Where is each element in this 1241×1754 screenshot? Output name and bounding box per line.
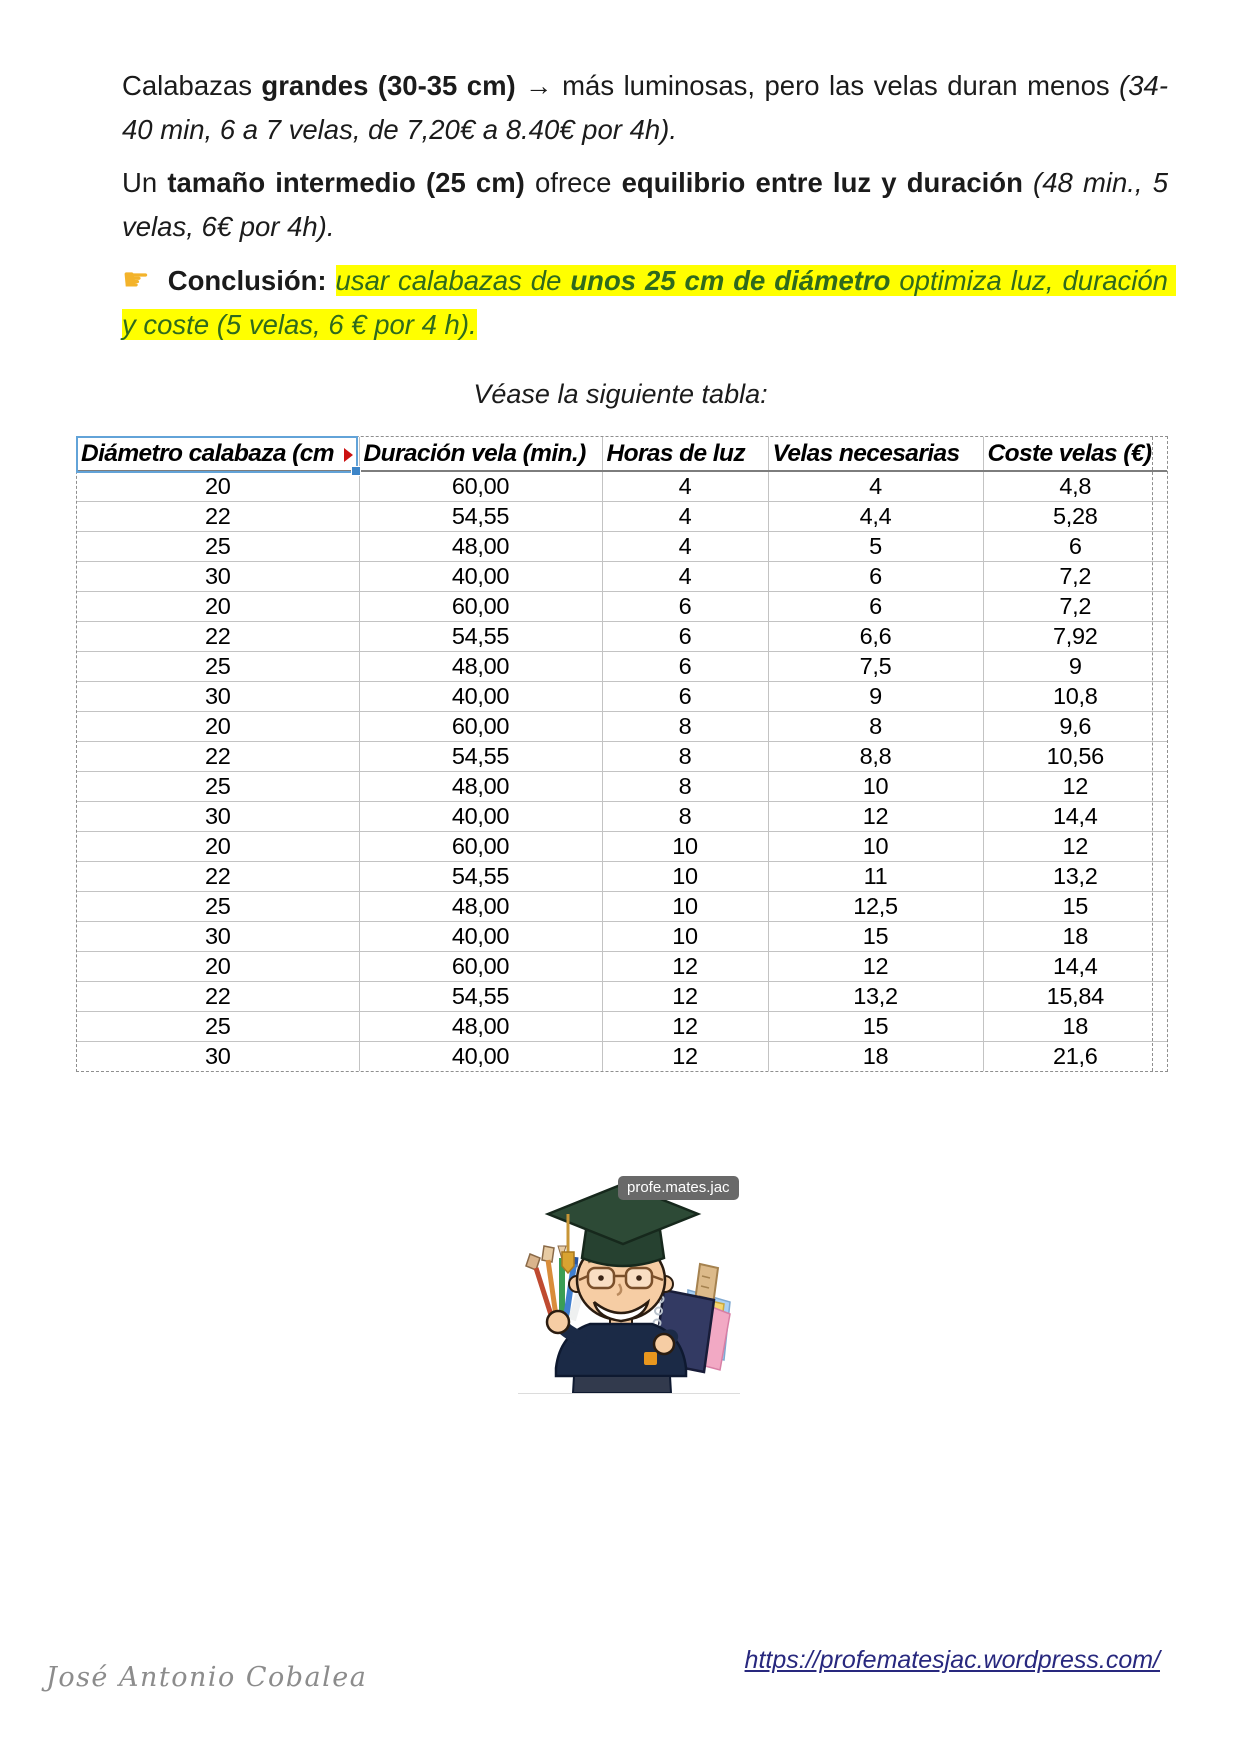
table-cell: 48,00 bbox=[359, 532, 602, 562]
table-cell: 25 bbox=[77, 652, 359, 682]
text-segment: (34-40 min, 6 a 7 velas, de 7,20€ a 8.40€ por 4h). bbox=[122, 70, 1168, 145]
table-cell: 15 bbox=[983, 892, 1167, 922]
table-row bbox=[77, 862, 1167, 892]
avatar-handle-badge: profe.mates.jac bbox=[618, 1176, 739, 1200]
table-row bbox=[77, 952, 1167, 982]
text-segment: Un bbox=[122, 167, 168, 198]
table-cell: 10 bbox=[602, 892, 768, 922]
table-row bbox=[77, 471, 1167, 502]
table-row bbox=[77, 682, 1167, 712]
column-header: Coste velas (€) bbox=[983, 437, 1167, 471]
table-cell: 22 bbox=[77, 742, 359, 772]
table-row bbox=[77, 832, 1167, 862]
table-cell: 13,2 bbox=[983, 862, 1167, 892]
table-cell: 8 bbox=[602, 802, 768, 832]
table-cell: 12 bbox=[768, 802, 983, 832]
table-cell: 4 bbox=[602, 471, 768, 502]
table-cell: 12 bbox=[602, 952, 768, 982]
table-cell: 20 bbox=[77, 712, 359, 742]
table-cell: 30 bbox=[77, 682, 359, 712]
pumpkin-candle-table-wrap bbox=[76, 436, 1168, 1072]
right-hand bbox=[654, 1334, 674, 1354]
text-segment: tamaño intermedio (25 cm) bbox=[167, 167, 525, 198]
table-cell: 40,00 bbox=[359, 682, 602, 712]
table-cell: 4 bbox=[602, 562, 768, 592]
table-cell: 54,55 bbox=[359, 862, 602, 892]
table-cell: 21,6 bbox=[1052, 1043, 1098, 1069]
teacher-avatar-illustration bbox=[518, 1172, 740, 1397]
table-row bbox=[77, 502, 1167, 532]
table-row bbox=[77, 1042, 1167, 1072]
table-row bbox=[77, 562, 1167, 592]
pumpkin-candle-table bbox=[77, 437, 1167, 1071]
table-cell: 6 bbox=[602, 682, 768, 712]
table-cell: 25 bbox=[77, 892, 359, 922]
table-cell: 48,00 bbox=[359, 772, 602, 802]
table-cell: 4 bbox=[602, 532, 768, 562]
table-cell: 18 bbox=[983, 922, 1167, 952]
table-cell: 48,00 bbox=[359, 652, 602, 682]
column-header: Horas de luz bbox=[602, 437, 768, 471]
table-cell: 13,2 bbox=[768, 982, 983, 1012]
table-cell: 6,6 bbox=[768, 622, 983, 652]
table-cell: 10 bbox=[602, 922, 768, 952]
table-cell: 9,6 bbox=[983, 712, 1167, 742]
table-cell: 22 bbox=[77, 622, 359, 652]
table-cell: 60,00 bbox=[359, 832, 602, 862]
table-cell: 20 bbox=[77, 471, 359, 502]
text-segment: Véase la siguiente tabla: bbox=[473, 379, 768, 409]
website-link[interactable]: https://profematesjac.wordpress.com/ bbox=[744, 1646, 1160, 1674]
table-row bbox=[77, 652, 1167, 682]
table-row bbox=[77, 892, 1167, 922]
table-cell: 12 bbox=[983, 832, 1167, 862]
table-cell: 10 bbox=[768, 772, 983, 802]
paragraph-medium-pumpkins bbox=[122, 161, 1176, 249]
table-cell: 15,84 bbox=[983, 982, 1167, 1012]
table-cell: 18 bbox=[768, 1042, 983, 1072]
table-cell: 10 bbox=[602, 862, 768, 892]
table-cell: 11 bbox=[768, 862, 983, 892]
text-segment: Conclusión: bbox=[149, 265, 336, 296]
pointing-right-finger-icon: ☛ bbox=[122, 262, 150, 297]
text-segment: usar calabazas de bbox=[335, 265, 571, 296]
table-cell: 7,5 bbox=[768, 652, 983, 682]
text-segment: grandes (30-35 cm) bbox=[261, 70, 516, 101]
table-cell: 60,00 bbox=[359, 592, 602, 622]
table-cell: 48,00 bbox=[359, 1012, 602, 1042]
table-cell: 6 bbox=[602, 592, 768, 622]
table-cell: 40,00 bbox=[359, 562, 602, 592]
table-row bbox=[77, 772, 1167, 802]
table-cell: 30 bbox=[77, 922, 359, 952]
text-segment: equilibrio entre luz y duración bbox=[621, 167, 1023, 198]
table-row bbox=[77, 592, 1167, 622]
table-row bbox=[77, 802, 1167, 832]
table-cell: 6 bbox=[602, 652, 768, 682]
print-area-divider-line bbox=[1152, 437, 1153, 1071]
table-cell: 22 bbox=[77, 982, 359, 1012]
table-cell: 20 bbox=[77, 832, 359, 862]
table-cell: 12 bbox=[983, 772, 1167, 802]
table-cell: 12 bbox=[768, 952, 983, 982]
table-cell: 6 bbox=[602, 622, 768, 652]
table-cell: 10 bbox=[602, 832, 768, 862]
table-cell: 54,55 bbox=[359, 622, 602, 652]
paragraph-large-pumpkins bbox=[122, 64, 1168, 152]
table-header-row bbox=[77, 437, 1167, 471]
table-cell: 40,00 bbox=[359, 922, 602, 952]
table-cell: 30 bbox=[77, 1042, 359, 1072]
table-cell: 9 bbox=[768, 682, 983, 712]
table-cell: 14,4 bbox=[983, 802, 1167, 832]
table-cell: 20 bbox=[77, 952, 359, 982]
table-cell: 6 bbox=[983, 532, 1167, 562]
table-cell: 10 bbox=[768, 832, 983, 862]
column-header: Duración vela (min.) bbox=[359, 437, 602, 471]
shirt-logo bbox=[644, 1352, 657, 1365]
table-cell: 4,4 bbox=[768, 502, 983, 532]
table-cell: 4,8 bbox=[983, 471, 1167, 502]
table-cell: 5,28 bbox=[983, 502, 1167, 532]
table-cell: 15 bbox=[768, 1012, 983, 1042]
table-cell: 10,56 bbox=[983, 742, 1167, 772]
paragraph-conclusion bbox=[122, 258, 1176, 347]
text-segment: → más luminosas, pero las velas duran menos bbox=[515, 70, 1120, 101]
table-cell: 8 bbox=[602, 772, 768, 802]
table-cell: 6 bbox=[768, 592, 983, 622]
text-segment: (48 min., 5 velas, 6€ por 4h). bbox=[122, 167, 1176, 242]
table-cell: 54,55 bbox=[359, 982, 602, 1012]
table-cell: 12 bbox=[602, 982, 768, 1012]
table-row bbox=[77, 622, 1167, 652]
table-cell: 8 bbox=[602, 742, 768, 772]
table-cell: 54,55 bbox=[359, 502, 602, 532]
teacher-avatar bbox=[518, 1172, 740, 1397]
table-row bbox=[77, 1012, 1167, 1042]
table-cell: 7,92 bbox=[983, 622, 1167, 652]
avatar-image-edge bbox=[518, 1393, 740, 1394]
table-cell: 14,4 bbox=[983, 952, 1167, 982]
table-cell: 30 bbox=[77, 802, 359, 832]
table-cell: 12 bbox=[602, 1012, 768, 1042]
table-cell: 10,8 bbox=[983, 682, 1167, 712]
text-segment: Calabazas bbox=[122, 70, 262, 101]
table-cell: 7,2 bbox=[983, 562, 1167, 592]
table-cell: 8,8 bbox=[768, 742, 983, 772]
table-row bbox=[77, 532, 1167, 562]
text-segment: optimiza luz, duración y coste (5 velas, 6 € por 4 h). bbox=[122, 265, 1176, 340]
table-cell: 20 bbox=[77, 592, 359, 622]
table-cell: 7,2 bbox=[983, 592, 1167, 622]
table-cell: 8 bbox=[602, 712, 768, 742]
table-row bbox=[77, 922, 1167, 952]
table-cell: 22 bbox=[77, 862, 359, 892]
table-cell: 4 bbox=[602, 502, 768, 532]
table-row bbox=[77, 712, 1167, 742]
column-header: Velas necesarias bbox=[768, 437, 983, 471]
table-cell: 25 bbox=[77, 532, 359, 562]
table-cell: 15 bbox=[768, 922, 983, 952]
table-cell: 8 bbox=[768, 712, 983, 742]
column-header: Diámetro calabaza (cm bbox=[77, 437, 359, 471]
table-cell: 18 bbox=[983, 1012, 1167, 1042]
table-cell: 48,00 bbox=[359, 892, 602, 922]
table-cell: 12 bbox=[602, 1042, 768, 1072]
author-signature: José Antonio Cobalea bbox=[46, 1662, 368, 1693]
table-cell: 40,00 bbox=[359, 802, 602, 832]
text-segment: ofrece bbox=[524, 167, 622, 198]
table-cell: 60,00 bbox=[359, 712, 602, 742]
table-cell: 60,00 bbox=[359, 471, 602, 502]
text-segment: unos 25 cm de diámetro bbox=[570, 265, 891, 296]
table-caption bbox=[0, 376, 1241, 412]
table-cell: 40,00 bbox=[359, 1042, 602, 1072]
left-hand bbox=[547, 1311, 569, 1333]
table-cell: 12,5 bbox=[768, 892, 983, 922]
table-cell: 6 bbox=[768, 562, 983, 592]
table-cell: 5 bbox=[768, 532, 983, 562]
table-cell: 25 bbox=[77, 1012, 359, 1042]
table-row bbox=[77, 742, 1167, 772]
table-cell: 9 bbox=[983, 652, 1167, 682]
table-cell: 54,55 bbox=[359, 742, 602, 772]
table-cell: 25 bbox=[77, 772, 359, 802]
table-cell: 22 bbox=[77, 502, 359, 532]
table-cell: 4 bbox=[768, 471, 983, 502]
table-row bbox=[77, 982, 1167, 1012]
table-cell: 30 bbox=[77, 562, 359, 592]
table-cell: 60,00 bbox=[359, 952, 602, 982]
